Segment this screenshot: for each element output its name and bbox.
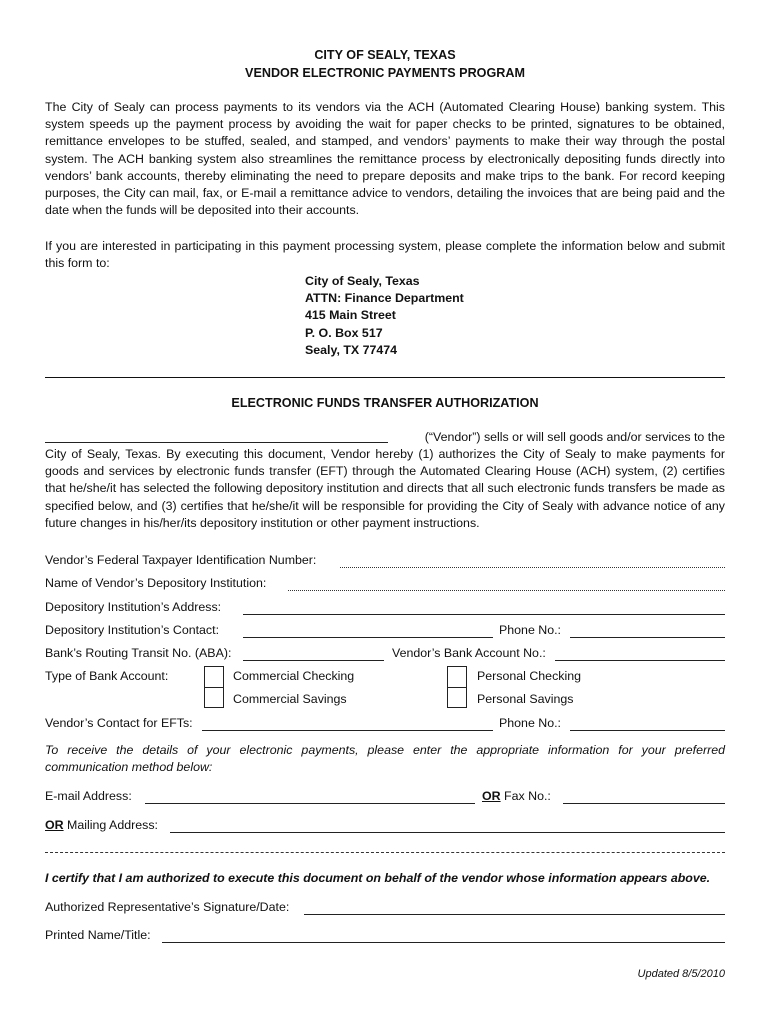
signature-field[interactable] <box>304 914 725 915</box>
address-line-4: P. O. Box 517 <box>305 325 383 340</box>
mailing-address-label-text: Mailing Address: <box>67 818 158 832</box>
commercial-savings-checkbox[interactable] <box>205 688 223 707</box>
commercial-savings-label: Commercial Savings <box>233 692 347 706</box>
personal-account-checkboxes <box>447 666 467 708</box>
mailing-address-label <box>45 817 158 833</box>
document-subtitle: VENDOR ELECTRONIC PAYMENTS PROGRAM <box>245 66 525 80</box>
communication-instructions: To receive the details of your electronic payments, please enter the appropriate information for your preferred communication method below: <box>45 743 725 775</box>
personal-savings-checkbox[interactable] <box>448 688 466 707</box>
fax-field[interactable] <box>563 803 725 804</box>
institution-name-label: Name of Vendor’s Depository Institution: <box>45 576 267 590</box>
address-line-3: 415 Main Street <box>305 308 396 323</box>
institution-name-field[interactable] <box>288 590 725 591</box>
email-field[interactable] <box>145 803 475 804</box>
address-line-2: ATTN: Finance Department <box>305 291 464 306</box>
dashed-divider <box>45 852 725 853</box>
eft-heading: ELECTRONIC FUNDS TRANSFER AUTHORIZATION <box>231 396 539 410</box>
mailing-address-block <box>305 273 464 359</box>
personal-savings-label: Personal Savings <box>477 692 574 706</box>
address-line-5: Sealy, TX 77474 <box>305 342 398 357</box>
personal-checking-label: Personal Checking <box>477 669 582 683</box>
submit-instructions: If you are interested in participating in this payment processing system, please complete the information below and submit this form to: <box>45 239 725 271</box>
account-number-label: Vendor’s Bank Account No.: <box>392 646 546 660</box>
eft-contact-phone-field[interactable] <box>570 730 725 731</box>
tax-id-field[interactable] <box>340 567 725 568</box>
institution-phone-label: Phone No.: <box>499 623 561 637</box>
or-keyword: OR <box>482 789 501 803</box>
commercial-checking-label: Commercial Checking <box>233 669 355 683</box>
printed-name-label: Printed Name/Title: <box>45 928 151 942</box>
institution-contact-field[interactable] <box>243 637 493 638</box>
mailing-address-field[interactable] <box>170 832 725 833</box>
printed-name-field[interactable] <box>162 942 725 943</box>
certification-statement: I certify that I am authorized to execute this document on behalf of the vendor whose information appears above. <box>45 871 711 885</box>
signature-label: Authorized Representative’s Signature/Date: <box>45 900 290 914</box>
intro-paragraph: The City of Sealy can process payments to its vendors via the ACH (Automated Clearing House) banking system. This system speeds up the payment process by avoiding the wait for paper checks to be printed, signatures to be obtained, remittance envelopes to be stuffed, sealed, and stamped, and vendors’ payments to make their way through the postal system. The ACH banking system also streamlines the remittance process by electronically depositing funds directly into vendors’ bank accounts, thereby eliminating the need to prepare deposits and make trips to the bank. For record keeping purposes, the City can mail, fax, or E-mail a remittance advice to vendors, detailing the invoices that are being paid and the date when the funds will be deposited into their accounts. <box>45 100 725 218</box>
section-divider <box>45 377 725 378</box>
vendor-clause: (“Vendor”) sells or will sell goods and/or services to the <box>424 430 725 444</box>
eft-contact-phone-label: Phone No.: <box>499 716 561 730</box>
commercial-account-checkboxes <box>204 666 224 708</box>
commercial-checking-checkbox[interactable] <box>205 667 223 687</box>
email-label: E-mail Address: <box>45 789 132 803</box>
fax-label-text: Fax No.: <box>504 789 551 803</box>
personal-checking-checkbox[interactable] <box>448 667 466 687</box>
eft-contact-field[interactable] <box>202 730 493 731</box>
vendor-name-field[interactable] <box>45 442 388 443</box>
routing-number-label: Bank’s Routing Transit No. (ABA): <box>45 646 232 660</box>
eft-contact-label: Vendor’s Contact for EFTs: <box>45 716 193 730</box>
eft-authorization-text: City of Sealy, Texas. By executing this document, Vendor hereby (1) authorizes the City of Sealy to make payments for goods and services by electronic funds transfer (EFT) through the Automated Clearing House (ACH) system, (2) certifies that he/she/it has selected the following depository institution and directs that all such electronic funds transfers be made as specified below, and (3) certifies that he/she/it will be responsible for providing the City of Sealy with advance notice of any future changes in his/her/its depository institution or other payment instructions. <box>45 447 725 530</box>
address-line-1: City of Sealy, Texas <box>305 274 420 288</box>
account-number-field[interactable] <box>555 660 725 661</box>
institution-address-label: Depository Institution’s Address: <box>45 600 222 614</box>
institution-phone-field[interactable] <box>570 637 725 638</box>
routing-number-field[interactable] <box>243 660 384 661</box>
tax-id-label: Vendor’s Federal Taxpayer Identification Number: <box>45 553 317 567</box>
account-type-label: Type of Bank Account: <box>45 669 169 683</box>
document-title: CITY OF SEALY, TEXAS <box>314 48 456 62</box>
institution-address-field[interactable] <box>243 614 725 615</box>
updated-date: Updated 8/5/2010 <box>637 968 725 980</box>
institution-contact-label: Depository Institution’s Contact: <box>45 623 220 637</box>
or-keyword: OR <box>45 818 64 832</box>
fax-label <box>482 788 551 804</box>
